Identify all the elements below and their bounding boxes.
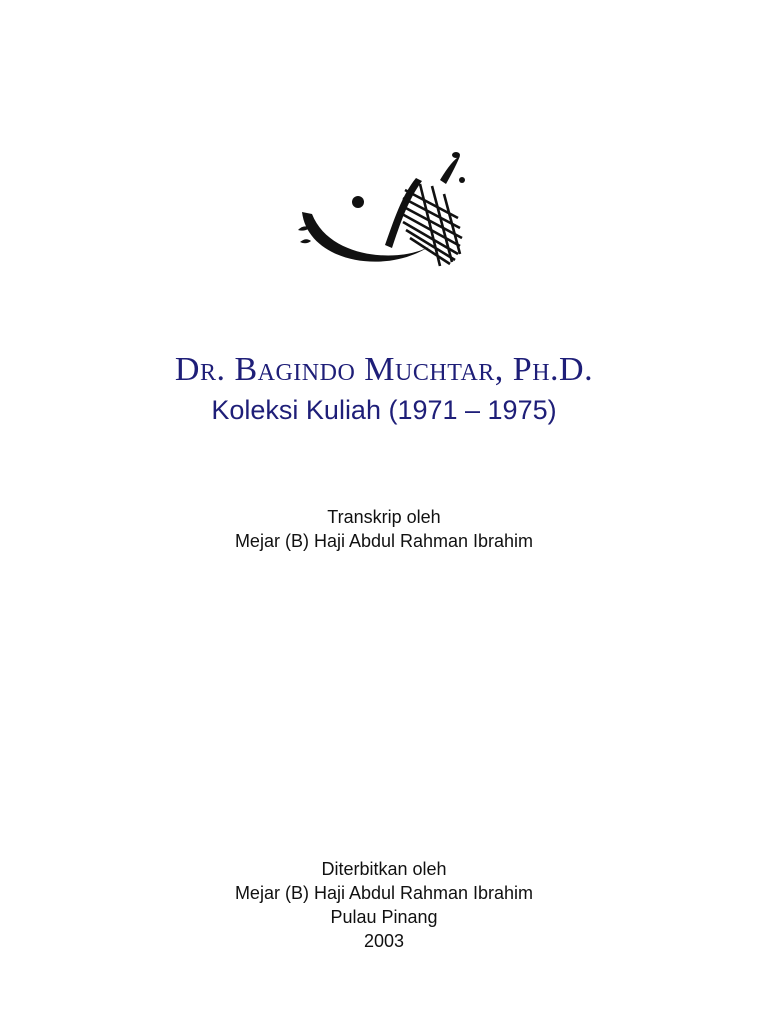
document-title: Dr. Bagindo Muchtar, Ph.D. [174,351,594,388]
publisher-name: Mejar (B) Haji Abdul Rahman Ibrahim [234,883,534,903]
transcript-name: Mejar (B) Haji Abdul Rahman Ibrahim [234,531,534,551]
publisher-year: 2003 [363,931,405,951]
calligraphy-emblem-icon [290,150,490,275]
publisher-credit [0,857,768,953]
publisher-label: Diterbitkan oleh [321,859,447,879]
document-subtitle: Koleksi Kuliah (1971 – 1975) [211,395,557,425]
publisher-place: Pulau Pinang [330,907,438,927]
transcript-credit [0,505,768,553]
transcript-label: Transkrip oleh [327,507,441,527]
